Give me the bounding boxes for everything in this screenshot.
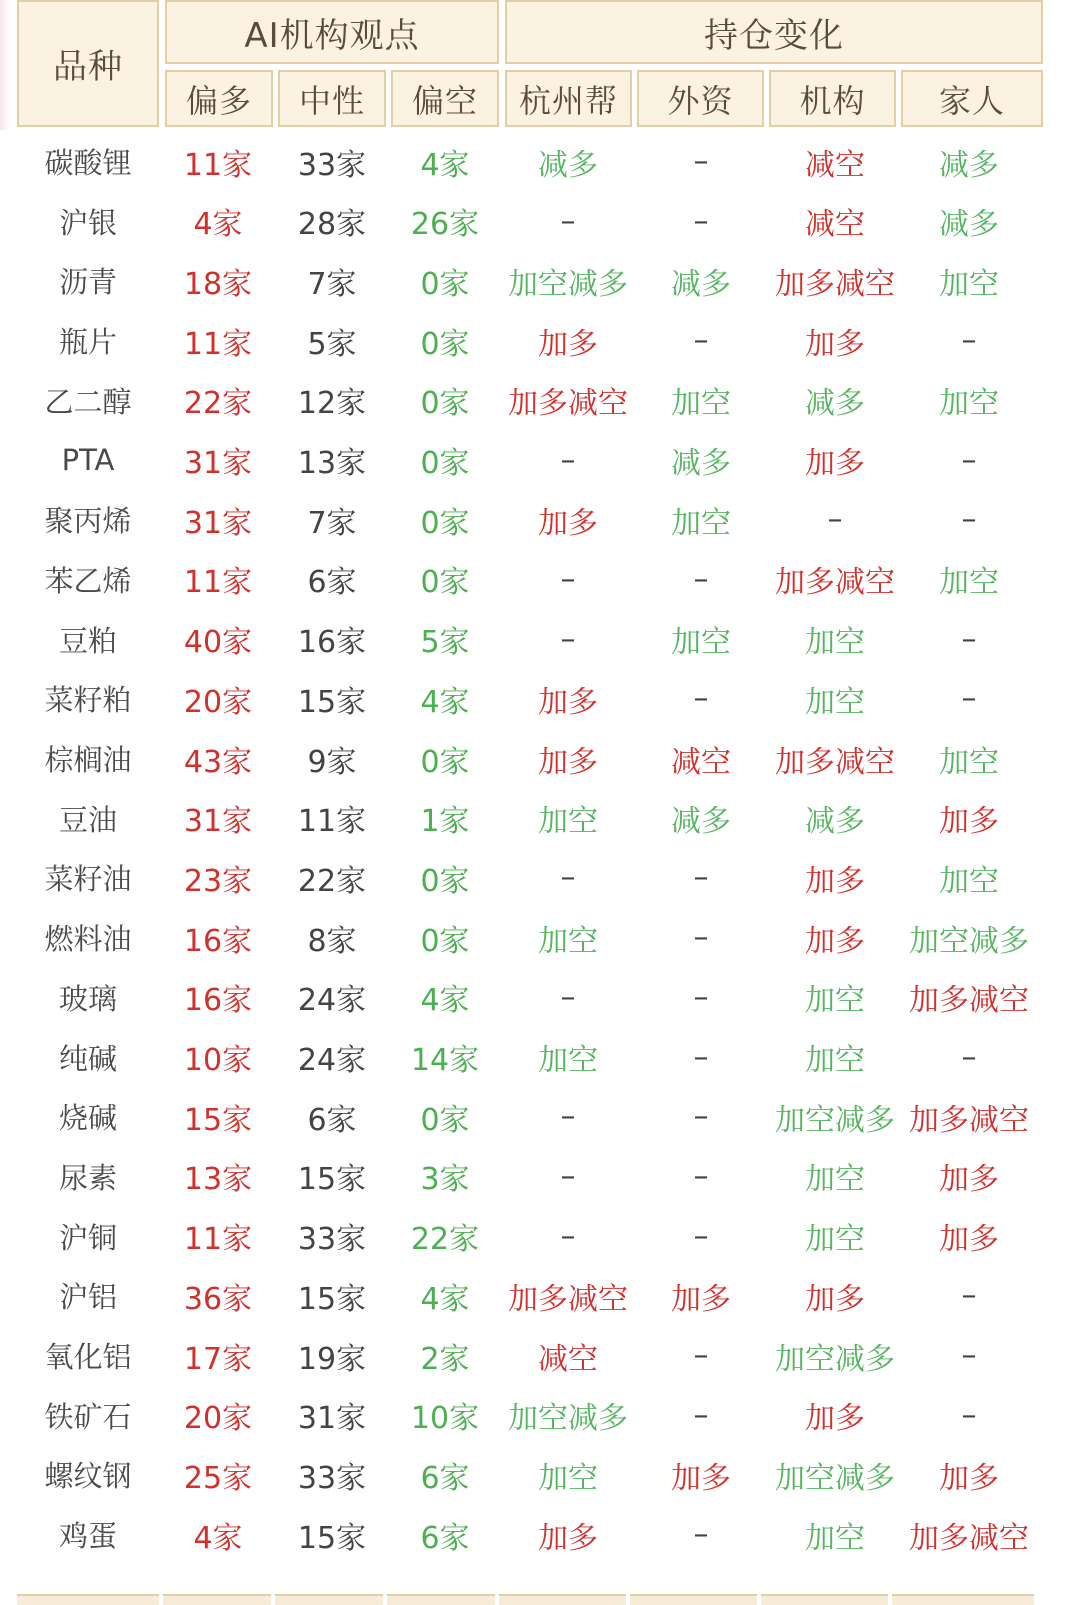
neutral-count: 8家 (307, 923, 357, 959)
header-col-neutral (278, 70, 386, 127)
institution-change: – (827, 502, 843, 538)
neutral-count: 15家 (297, 1520, 367, 1556)
bearish-count: 10家 (410, 1401, 480, 1437)
hangzhou-change: – (560, 1099, 576, 1135)
neutral-count: 33家 (297, 1222, 367, 1258)
neutral-count: 12家 (297, 386, 367, 422)
foreign-change: – (693, 1338, 709, 1373)
family-change: 加空 (939, 386, 999, 422)
neutral-count: 15家 (297, 684, 367, 720)
hangzhou-change: 加多 (538, 505, 598, 541)
bearish-count: 4家 (420, 1281, 470, 1317)
hangzhou-change: 减多 (538, 147, 598, 183)
table-row (0, 847, 1080, 908)
bearish-count: 2家 (420, 1341, 470, 1377)
table-row (0, 788, 1080, 849)
bearish-count: 3家 (420, 1162, 470, 1198)
table-row (0, 370, 1080, 431)
bullish-count: 40家 (183, 625, 253, 661)
bullish-count: 15家 (183, 1102, 253, 1138)
header-col-foreign (637, 70, 764, 127)
header-col-neutral-label: 中性 (298, 81, 365, 120)
foreign-change: 减多 (671, 266, 731, 302)
family-change: – (961, 442, 977, 478)
variety-name: 菜籽粕 (44, 683, 132, 718)
bearish-count: 0家 (420, 266, 470, 302)
variety-name: PTA (61, 443, 115, 477)
neutral-count: 15家 (297, 1162, 367, 1198)
institution-change: 加多减空 (775, 565, 895, 601)
bullish-count: 31家 (183, 505, 253, 541)
table-row (0, 549, 1080, 610)
table-row (0, 430, 1080, 491)
institution-change: 加多 (805, 863, 865, 899)
foreign-change: – (693, 323, 709, 359)
family-change: 加空 (939, 266, 999, 302)
bullish-count: 25家 (183, 1460, 253, 1496)
hangzhou-change: – (560, 979, 576, 1015)
institution-change: 加多减空 (775, 266, 895, 302)
foreign-change: – (693, 860, 709, 896)
variety-name: 尿素 (58, 1160, 117, 1195)
bearish-count: 22家 (410, 1222, 480, 1258)
hangzhou-change: – (560, 860, 576, 896)
neutral-count: 6家 (307, 1102, 357, 1138)
variety-name: 纯碱 (58, 1041, 117, 1076)
table-row (0, 250, 1080, 311)
family-change: 加多减空 (909, 1520, 1029, 1556)
hangzhou-change: 加多 (538, 1520, 598, 1556)
family-change: – (961, 502, 977, 538)
hangzhou-change: – (560, 442, 576, 478)
institution-change: 加多 (805, 326, 865, 362)
bullish-count: 11家 (183, 1222, 253, 1258)
hangzhou-change: 加空 (538, 1043, 598, 1078)
family-change: 减多 (939, 207, 999, 243)
header-col-hangzhou (505, 70, 632, 127)
header-ai-group-label: AI机构观点 (244, 15, 420, 56)
foreign-change: 加多 (671, 1281, 731, 1317)
foreign-change: 加空 (671, 386, 731, 422)
institution-change: 加空 (805, 625, 865, 661)
family-change: 加空 (939, 863, 999, 899)
institution-change: 加空 (805, 1520, 865, 1556)
table-row (0, 907, 1080, 968)
hangzhou-change: 加多 (538, 684, 598, 720)
foreign-change: – (693, 1218, 709, 1254)
family-change: 加多减空 (909, 983, 1029, 1019)
foreign-change: 加多 (671, 1460, 731, 1496)
bullish-count: 22家 (183, 386, 253, 422)
foreign-change: 减空 (671, 744, 731, 780)
foreign-change: – (693, 920, 709, 956)
foreign-change: 加空 (671, 505, 731, 541)
bullish-count: 36家 (183, 1281, 253, 1317)
neutral-count: 7家 (307, 266, 357, 302)
hangzhou-change: 加空 (538, 1460, 598, 1496)
institution-change: 加空 (805, 1162, 865, 1198)
institution-change: 加空 (805, 1043, 865, 1078)
family-change: – (961, 681, 977, 717)
family-change: 加空 (939, 565, 999, 601)
header-col-bull (165, 70, 273, 127)
variety-name: 苯乙烯 (44, 563, 132, 598)
variety-name: 碳酸锂 (44, 146, 132, 180)
header-col-family (901, 70, 1043, 127)
institution-change: 加多 (805, 1401, 865, 1437)
table-row (0, 1504, 1080, 1565)
bullish-count: 20家 (183, 1401, 253, 1437)
variety-name: 螺纹钢 (44, 1459, 132, 1494)
hangzhou-change: – (560, 1158, 576, 1194)
institution-change: 加空减多 (775, 1460, 895, 1496)
table-row (0, 1146, 1080, 1207)
foreign-change: – (693, 1397, 709, 1433)
header-ai-group (165, 0, 499, 64)
foreign-change: – (693, 681, 709, 717)
institution-change: 加多 (805, 1281, 865, 1317)
table-row (0, 191, 1080, 252)
header-position-group (505, 0, 1043, 64)
variety-name: 菜籽油 (44, 862, 132, 897)
neutral-count: 9家 (307, 744, 357, 780)
neutral-count: 33家 (297, 147, 367, 183)
neutral-count: 13家 (297, 446, 367, 481)
bullish-count: 18家 (183, 266, 253, 302)
header-col-bull-label: 偏多 (185, 81, 252, 120)
variety-name: 氧化铝 (44, 1340, 132, 1374)
bearish-count: 0家 (420, 923, 470, 959)
institution-change: 减多 (805, 386, 865, 422)
family-change: 加空 (939, 744, 999, 780)
family-change: – (961, 1278, 977, 1314)
foreign-change: – (693, 1517, 709, 1553)
variety-name: 烧碱 (58, 1101, 117, 1136)
variety-name: 聚丙烯 (44, 504, 132, 539)
left-edge-decoration (0, 0, 10, 130)
table-row (0, 489, 1080, 550)
neutral-count: 33家 (297, 1460, 367, 1496)
bullish-count: 4家 (193, 1520, 243, 1556)
variety-name: 沪铝 (58, 1280, 117, 1315)
hangzhou-change: – (560, 203, 576, 239)
bullish-count: 13家 (183, 1162, 253, 1198)
foreign-change: – (693, 1099, 709, 1135)
neutral-count: 7家 (307, 505, 357, 541)
family-change: 加多 (939, 1162, 999, 1198)
foreign-change: – (693, 144, 709, 179)
neutral-count: 15家 (297, 1281, 367, 1317)
foreign-change: 减多 (671, 804, 731, 840)
bearish-count: 0家 (420, 386, 470, 422)
bearish-count: 1家 (420, 804, 470, 840)
bearish-count: 5家 (420, 625, 470, 661)
variety-name: 沥青 (58, 265, 117, 300)
neutral-count: 28家 (297, 207, 367, 243)
family-change: – (961, 621, 977, 657)
institution-change: 加空减多 (775, 1341, 895, 1377)
header-col-bear-label: 偏空 (411, 81, 478, 120)
bullish-count: 23家 (183, 863, 253, 899)
bullish-count: 31家 (183, 446, 253, 481)
institution-change: 减空 (805, 147, 865, 183)
variety-name: 棕榈油 (44, 743, 132, 777)
neutral-count: 31家 (297, 1401, 367, 1437)
header-variety (17, 0, 159, 127)
institution-change: 加多 (805, 923, 865, 959)
family-change: – (961, 1338, 977, 1373)
family-change: 加多减空 (909, 1102, 1029, 1138)
hangzhou-change: – (560, 561, 576, 597)
header-col-foreign-label: 外资 (667, 81, 734, 120)
header-col-family-label: 家人 (938, 81, 1005, 120)
table-row (0, 1027, 1080, 1088)
table-row (0, 1265, 1080, 1326)
bullish-count: 43家 (183, 744, 253, 780)
table-row (0, 1086, 1080, 1147)
variety-name: 沪银 (58, 205, 117, 240)
header-position-group-label: 持仓变化 (704, 15, 844, 56)
bullish-count: 11家 (183, 326, 253, 362)
bearish-count: 4家 (420, 147, 470, 183)
table-bottom-edge (17, 1594, 1065, 1603)
family-change: 加空减多 (909, 923, 1029, 959)
neutral-count: 22家 (297, 863, 367, 899)
header-col-institution (769, 70, 896, 127)
table-row (0, 1206, 1080, 1267)
foreign-change: – (693, 1039, 709, 1075)
bearish-count: 0家 (420, 744, 470, 780)
hangzhou-change: 加多 (538, 326, 598, 362)
header-col-bear (391, 70, 499, 127)
neutral-count: 11家 (297, 804, 367, 840)
neutral-count: 6家 (307, 565, 357, 601)
family-change: 减多 (939, 147, 999, 183)
hangzhou-change: 加空减多 (508, 266, 628, 302)
institution-change: 加多 (805, 446, 865, 481)
family-change: – (961, 1397, 977, 1433)
table-row (0, 1385, 1080, 1446)
variety-name: 乙二醇 (44, 384, 132, 419)
neutral-count: 24家 (297, 1043, 367, 1078)
institution-change: 加空 (805, 684, 865, 720)
institution-change: 加空 (805, 983, 865, 1019)
bearish-count: 0家 (420, 565, 470, 601)
hangzhou-change: 加空 (538, 923, 598, 959)
table-row (0, 310, 1080, 371)
bearish-count: 26家 (410, 207, 480, 243)
foreign-change: 加空 (671, 625, 731, 661)
bullish-count: 31家 (183, 804, 253, 840)
variety-name: 豆粕 (58, 623, 117, 658)
family-change: 加多 (939, 804, 999, 840)
bearish-count: 0家 (420, 326, 470, 362)
variety-name: 沪铜 (58, 1220, 117, 1255)
hangzhou-change: 加多减空 (508, 1281, 628, 1317)
header-col-hangzhou-label: 杭州帮 (518, 81, 618, 120)
bearish-count: 0家 (420, 446, 470, 481)
hangzhou-change: 加多减空 (508, 386, 628, 422)
bearish-count: 0家 (420, 505, 470, 541)
bearish-count: 6家 (420, 1520, 470, 1556)
variety-name: 豆油 (58, 802, 117, 837)
bearish-count: 0家 (420, 863, 470, 899)
bullish-count: 11家 (183, 565, 253, 601)
neutral-count: 19家 (297, 1341, 367, 1377)
variety-name: 玻璃 (58, 981, 117, 1016)
family-change: – (961, 1039, 977, 1075)
bullish-count: 11家 (183, 147, 253, 183)
table-row (0, 728, 1080, 789)
foreign-change: 减多 (671, 446, 731, 481)
institution-change: 减多 (805, 804, 865, 840)
variety-name: 燃料油 (44, 922, 132, 957)
bullish-count: 16家 (183, 923, 253, 959)
table-row (0, 1325, 1080, 1386)
hangzhou-change: – (560, 1218, 576, 1254)
neutral-count: 24家 (297, 983, 367, 1019)
institution-change: 减空 (805, 207, 865, 243)
variety-name: 铁矿石 (44, 1399, 132, 1434)
hangzhou-change: – (560, 621, 576, 657)
bullish-count: 17家 (183, 1341, 253, 1377)
institution-change: 加多减空 (775, 744, 895, 780)
bearish-count: 14家 (410, 1043, 480, 1078)
bearish-count: 4家 (420, 983, 470, 1019)
bearish-count: 0家 (420, 1102, 470, 1138)
header-col-institution-label: 机构 (799, 81, 866, 120)
foreign-change: – (693, 203, 709, 239)
bearish-count: 4家 (420, 684, 470, 720)
table-row (0, 1444, 1080, 1505)
hangzhou-change: 加空 (538, 804, 598, 840)
hangzhou-change: 加空减多 (508, 1401, 628, 1437)
table-row (0, 131, 1080, 192)
bullish-count: 4家 (193, 207, 243, 243)
table-row (0, 967, 1080, 1028)
table-row (0, 668, 1080, 729)
family-change: 加多 (939, 1222, 999, 1258)
foreign-change: – (693, 561, 709, 597)
bearish-count: 6家 (420, 1460, 470, 1496)
variety-name: 瓶片 (58, 325, 117, 360)
institution-change: 加空减多 (775, 1102, 895, 1138)
institution-change: 加空 (805, 1222, 865, 1258)
bullish-count: 10家 (183, 1043, 253, 1078)
table-row (0, 609, 1080, 670)
variety-name: 鸡蛋 (58, 1519, 117, 1554)
hangzhou-change: 减空 (538, 1341, 598, 1377)
bullish-count: 16家 (183, 983, 253, 1019)
foreign-change: – (693, 979, 709, 1015)
bullish-count: 20家 (183, 684, 253, 720)
header-variety-label: 品种 (53, 47, 123, 87)
family-change: 加多 (939, 1460, 999, 1496)
neutral-count: 5家 (307, 326, 357, 362)
neutral-count: 16家 (297, 625, 367, 661)
family-change: – (961, 323, 977, 359)
hangzhou-change: 加多 (538, 744, 598, 780)
foreign-change: – (693, 1158, 709, 1194)
